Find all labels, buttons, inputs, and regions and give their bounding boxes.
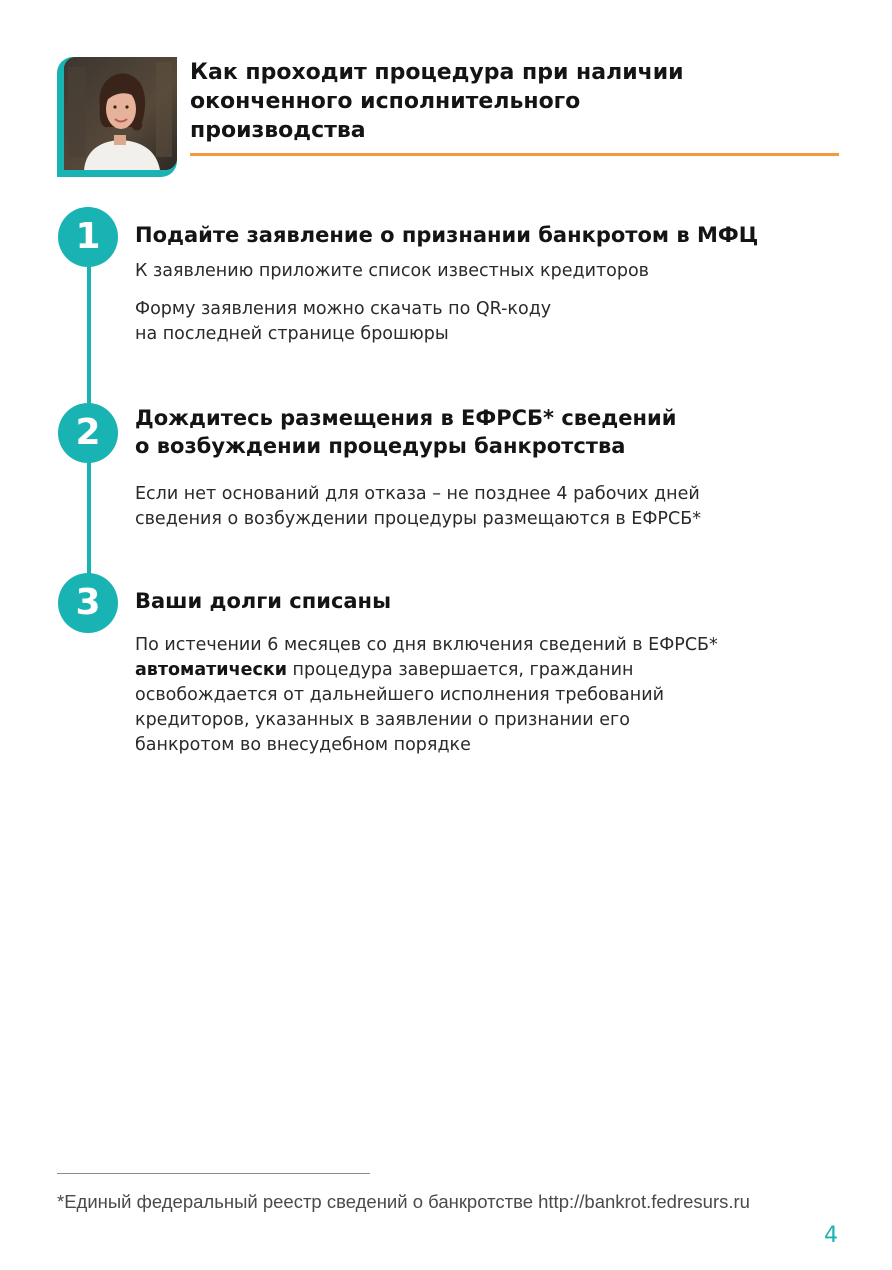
- footnote: *Единый федеральный реестр сведений о банкротстве http://bankrot.fedresurs.ru: [57, 1191, 750, 1212]
- header-photo: [57, 57, 177, 177]
- step-text: К заявлению приложите список известных кредиторов: [135, 261, 649, 281]
- title-line: Как проходит процедура при наличии: [190, 60, 684, 85]
- step-text: [135, 482, 701, 532]
- step-title: Подайте заявление о признании банкротом в МФЦ: [135, 223, 759, 247]
- step-text-line: По истечении 6 месяцев со дня включения сведений в ЕФРСБ*: [135, 635, 718, 655]
- step-text: [135, 633, 718, 758]
- step-number-badge: 1: [58, 207, 118, 267]
- step-text-line: процедура завершается, гражданин: [286, 660, 634, 680]
- step-number-badge: 2: [58, 403, 118, 463]
- step-title: Ваши долги списаны: [135, 589, 392, 613]
- step-text-line: освобождается от дальнейшего исполнения требований: [135, 685, 664, 705]
- step-text-line: Форму заявления можно скачать по QR-коду: [135, 299, 552, 319]
- step-text-line: Если нет оснований для отказа – не позднее 4 рабочих дней: [135, 484, 700, 504]
- emphasis-text: автоматически: [135, 660, 287, 680]
- title-line: производства: [190, 118, 366, 143]
- page-title: [190, 58, 810, 145]
- title-line: оконченного исполнительного: [190, 89, 581, 114]
- page-number: 4: [824, 1223, 838, 1248]
- step-title-line: о возбуждении процедуры банкротства: [135, 434, 626, 458]
- title-underline: [190, 153, 839, 156]
- woman-portrait-image: [64, 57, 177, 170]
- step-text-line: кредиторов, указанных в заявлении о признании его: [135, 710, 630, 730]
- step-title: [135, 404, 676, 460]
- step-number-badge: 3: [58, 573, 118, 633]
- step-text: [135, 297, 551, 347]
- footnote-divider: [57, 1173, 370, 1174]
- step-text-line: на последней странице брошюры: [135, 324, 449, 344]
- step-title-line: Дождитесь размещения в ЕФРСБ* сведений: [135, 406, 677, 430]
- step-text-line: банкротом во внесудебном порядке: [135, 735, 471, 755]
- step-text-line: сведения о возбуждении процедуры размещаются в ЕФРСБ*: [135, 509, 701, 529]
